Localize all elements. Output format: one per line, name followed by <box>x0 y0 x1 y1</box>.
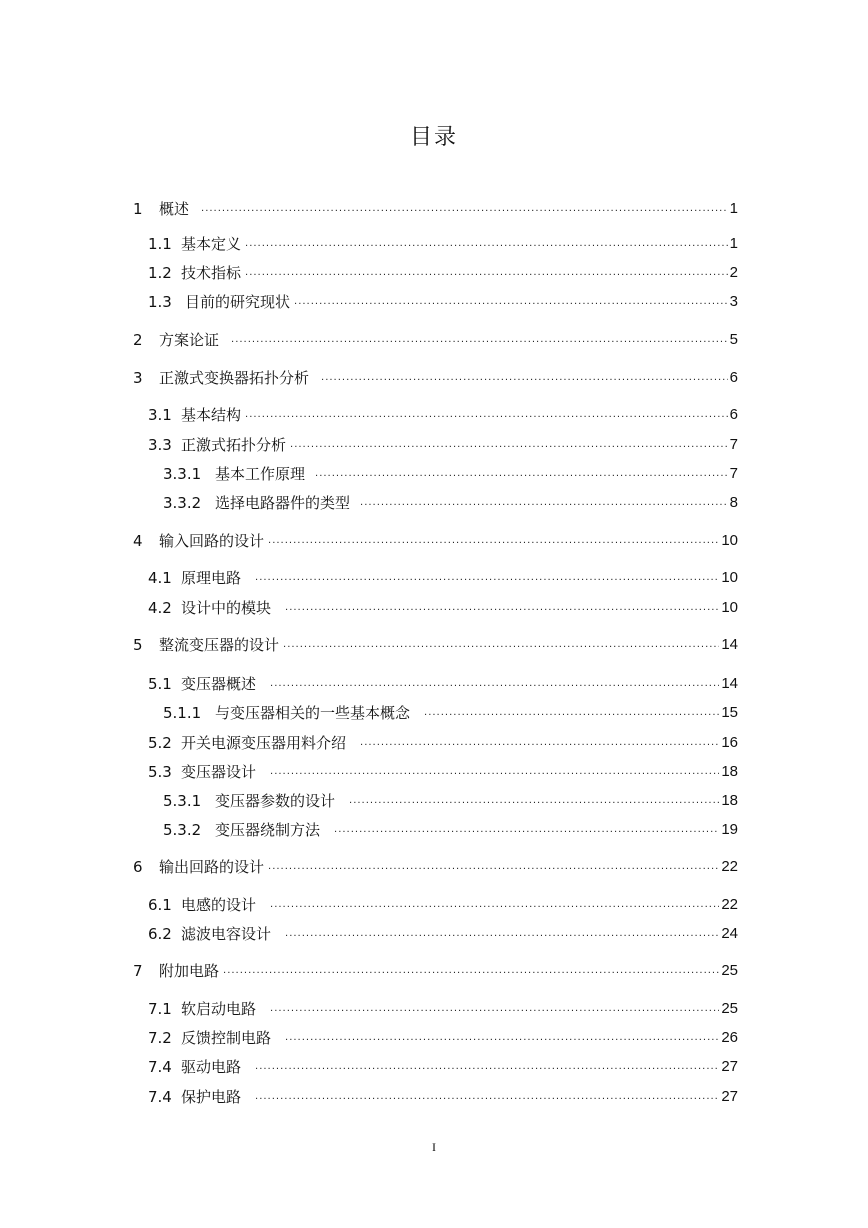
toc-entry-page: 27 <box>721 1058 738 1075</box>
toc-entry-number: 1.3 <box>148 293 172 311</box>
toc-entry-title: 技术指标 <box>181 264 242 282</box>
toc-entry-title: 变压器概述 <box>181 675 257 693</box>
toc-leader-dots <box>290 435 728 455</box>
toc-entry-page: 25 <box>721 1000 738 1017</box>
toc-entry-number: 7.1 <box>148 1000 172 1018</box>
toc-entry-title: 基本定义 <box>181 235 242 253</box>
toc-leader-dots <box>285 1028 719 1048</box>
toc-leader-dots <box>360 733 719 753</box>
toc-entry-number: 5.2 <box>148 734 172 752</box>
toc-entry-number: 5.1 <box>148 675 172 693</box>
toc-leader-dots <box>334 820 719 840</box>
toc-entry-page: 7 <box>729 436 738 453</box>
toc-entry-title: 概述 <box>159 200 190 218</box>
toc-leader-dots <box>294 292 728 312</box>
toc-entry-page: 16 <box>721 734 738 751</box>
toc-entry[interactable] <box>163 493 738 513</box>
page-number: I <box>432 1140 436 1154</box>
toc-entry[interactable] <box>148 999 738 1019</box>
toc-entry[interactable] <box>148 733 738 753</box>
toc-entry-title: 设计中的模块 <box>181 599 272 617</box>
toc-entry-title: 基本工作原理 <box>215 465 306 483</box>
toc-entry[interactable] <box>148 263 738 283</box>
toc-entry-page: 6 <box>729 369 738 386</box>
toc-leader-dots <box>268 531 719 551</box>
toc-entry[interactable] <box>163 791 738 811</box>
toc-entry-number: 1 <box>133 200 143 218</box>
toc-leader-dots <box>315 464 728 484</box>
toc-entry-title: 输出回路的设计 <box>159 858 265 876</box>
toc-entry[interactable] <box>163 820 738 840</box>
toc-entry-number: 5.3 <box>148 763 172 781</box>
toc-entry[interactable] <box>133 199 738 219</box>
toc-leader-dots <box>255 1087 719 1107</box>
toc-entry-title: 基本结构 <box>181 406 242 424</box>
toc-leader-dots <box>270 674 719 694</box>
toc-entry-title: 变压器参数的设计 <box>215 792 336 810</box>
toc-entry[interactable] <box>148 924 738 944</box>
toc-entry[interactable] <box>163 703 738 723</box>
toc-entry[interactable] <box>148 435 738 455</box>
toc-leader-dots <box>201 199 728 219</box>
toc-entry[interactable] <box>148 1087 738 1107</box>
toc-entry-page: 18 <box>721 763 738 780</box>
toc-entry-page: 26 <box>721 1029 738 1046</box>
toc-entry-page: 10 <box>721 532 738 549</box>
toc-leader-dots <box>255 1057 719 1077</box>
toc-entry-number: 5.1.1 <box>163 704 202 722</box>
toc-entry[interactable] <box>148 1028 738 1048</box>
toc-entry-page: 27 <box>721 1088 738 1105</box>
toc-entry-number: 3.1 <box>148 406 172 424</box>
toc-entry[interactable] <box>133 531 738 551</box>
toc-entry-page: 10 <box>721 569 738 586</box>
toc-entry-number: 3.3.1 <box>163 465 202 483</box>
toc-entry-page: 19 <box>721 821 738 838</box>
toc-leader-dots <box>255 568 719 588</box>
toc-leader-dots <box>270 895 719 915</box>
toc-entry-title: 变压器绕制方法 <box>215 821 321 839</box>
toc-entry[interactable] <box>148 568 738 588</box>
toc-entry-number: 5.3.1 <box>163 792 202 810</box>
toc-entry[interactable] <box>148 1057 738 1077</box>
toc-entry-page: 3 <box>729 293 738 310</box>
toc-entry-title: 软启动电路 <box>181 1000 257 1018</box>
toc-entry-number: 5.3.2 <box>163 821 202 839</box>
toc-leader-dots <box>270 999 719 1019</box>
toc-leader-dots <box>424 703 719 723</box>
toc-leader-dots <box>223 961 719 981</box>
toc-entry-page: 10 <box>721 599 738 616</box>
toc-leader-dots <box>285 598 719 618</box>
toc-leader-dots <box>245 263 728 283</box>
toc-entry-number: 7 <box>133 962 143 980</box>
toc-entry[interactable] <box>133 368 738 388</box>
toc-leader-dots <box>285 924 719 944</box>
toc-leader-dots <box>245 405 728 425</box>
toc-entry-title: 滤波电容设计 <box>181 925 272 943</box>
toc-entry-title: 变压器设计 <box>181 763 257 781</box>
toc-leader-dots <box>283 635 719 655</box>
toc-entry-page: 22 <box>721 858 738 875</box>
toc-entry-title: 输入回路的设计 <box>159 532 265 550</box>
toc-leader-dots <box>270 762 719 782</box>
toc-entry[interactable] <box>148 405 738 425</box>
toc-entry[interactable] <box>133 635 738 655</box>
toc-entry-title: 开关电源变压器用料介绍 <box>181 734 347 752</box>
toc-entry-number: 6.1 <box>148 896 172 914</box>
toc-entry-number: 1.2 <box>148 264 172 282</box>
toc-entry-page: 24 <box>721 925 738 942</box>
toc-entry-page: 2 <box>729 264 738 281</box>
toc-leader-dots <box>321 368 728 388</box>
toc-entry-number: 6 <box>133 858 143 876</box>
toc-entry-number: 2 <box>133 331 143 349</box>
toc-entry-page: 1 <box>729 200 738 217</box>
toc-entry-page: 15 <box>721 704 738 721</box>
toc-entry-number: 1.1 <box>148 235 172 253</box>
toc-entry-title: 原理电路 <box>181 569 242 587</box>
toc-entry[interactable] <box>148 674 738 694</box>
toc-entry-number: 7.4 <box>148 1058 172 1076</box>
toc-entry-title: 电感的设计 <box>181 896 257 914</box>
toc-entry-title: 选择电路器件的类型 <box>215 494 351 512</box>
toc-entry-number: 7.4 <box>148 1088 172 1106</box>
toc-entry[interactable] <box>148 895 738 915</box>
toc-entry-number: 4.2 <box>148 599 172 617</box>
toc-entry[interactable] <box>163 464 738 484</box>
toc-entry-number: 3.3.2 <box>163 494 202 512</box>
toc-entry[interactable] <box>148 598 738 618</box>
toc-entry-page: 18 <box>721 792 738 809</box>
toc-entry[interactable] <box>133 857 738 877</box>
toc-entry-title: 反馈控制电路 <box>181 1029 272 1047</box>
toc-entry-page: 5 <box>729 331 738 348</box>
toc-entry-title: 正激式拓扑分析 <box>181 436 287 454</box>
toc-entry[interactable] <box>148 292 738 312</box>
toc-entry[interactable] <box>133 330 738 350</box>
toc-entry-number: 4 <box>133 532 143 550</box>
toc-entry-number: 5 <box>133 636 143 654</box>
toc-entry-number: 7.2 <box>148 1029 172 1047</box>
toc-entry-page: 6 <box>729 406 738 423</box>
toc-entry-title: 保护电路 <box>181 1088 242 1106</box>
toc-entry-number: 3 <box>133 369 143 387</box>
toc-leader-dots <box>360 493 728 513</box>
toc-entry-page: 25 <box>721 962 738 979</box>
toc-entry-page: 1 <box>729 235 738 252</box>
toc-leader-dots <box>349 791 719 811</box>
toc-entry-title: 附加电路 <box>159 962 220 980</box>
toc-entry-number: 6.2 <box>148 925 172 943</box>
toc-entry-page: 14 <box>721 675 738 692</box>
toc-entry-page: 7 <box>729 465 738 482</box>
toc-entry-title: 正激式变换器拓扑分析 <box>159 369 310 387</box>
toc-entry-title: 驱动电路 <box>181 1058 242 1076</box>
toc-entry-title: 整流变压器的设计 <box>159 636 280 654</box>
toc-entry[interactable] <box>148 762 738 782</box>
toc-leader-dots <box>231 330 728 350</box>
toc-entry[interactable] <box>133 961 738 981</box>
toc-entry-number: 4.1 <box>148 569 172 587</box>
toc-title: 目录 <box>409 125 458 150</box>
toc-entry-title: 方案论证 <box>159 331 220 349</box>
toc-entry-title: 目前的研究现状 <box>185 293 291 311</box>
toc-entry-number: 3.3 <box>148 436 172 454</box>
toc-entry[interactable] <box>148 234 738 254</box>
toc-entry-page: 14 <box>721 636 738 653</box>
toc-leader-dots <box>245 234 728 254</box>
toc-entry-page: 22 <box>721 896 738 913</box>
toc-entry-page: 8 <box>729 494 738 511</box>
toc-leader-dots <box>268 857 719 877</box>
toc-entry-title: 与变压器相关的一些基本概念 <box>215 704 411 722</box>
